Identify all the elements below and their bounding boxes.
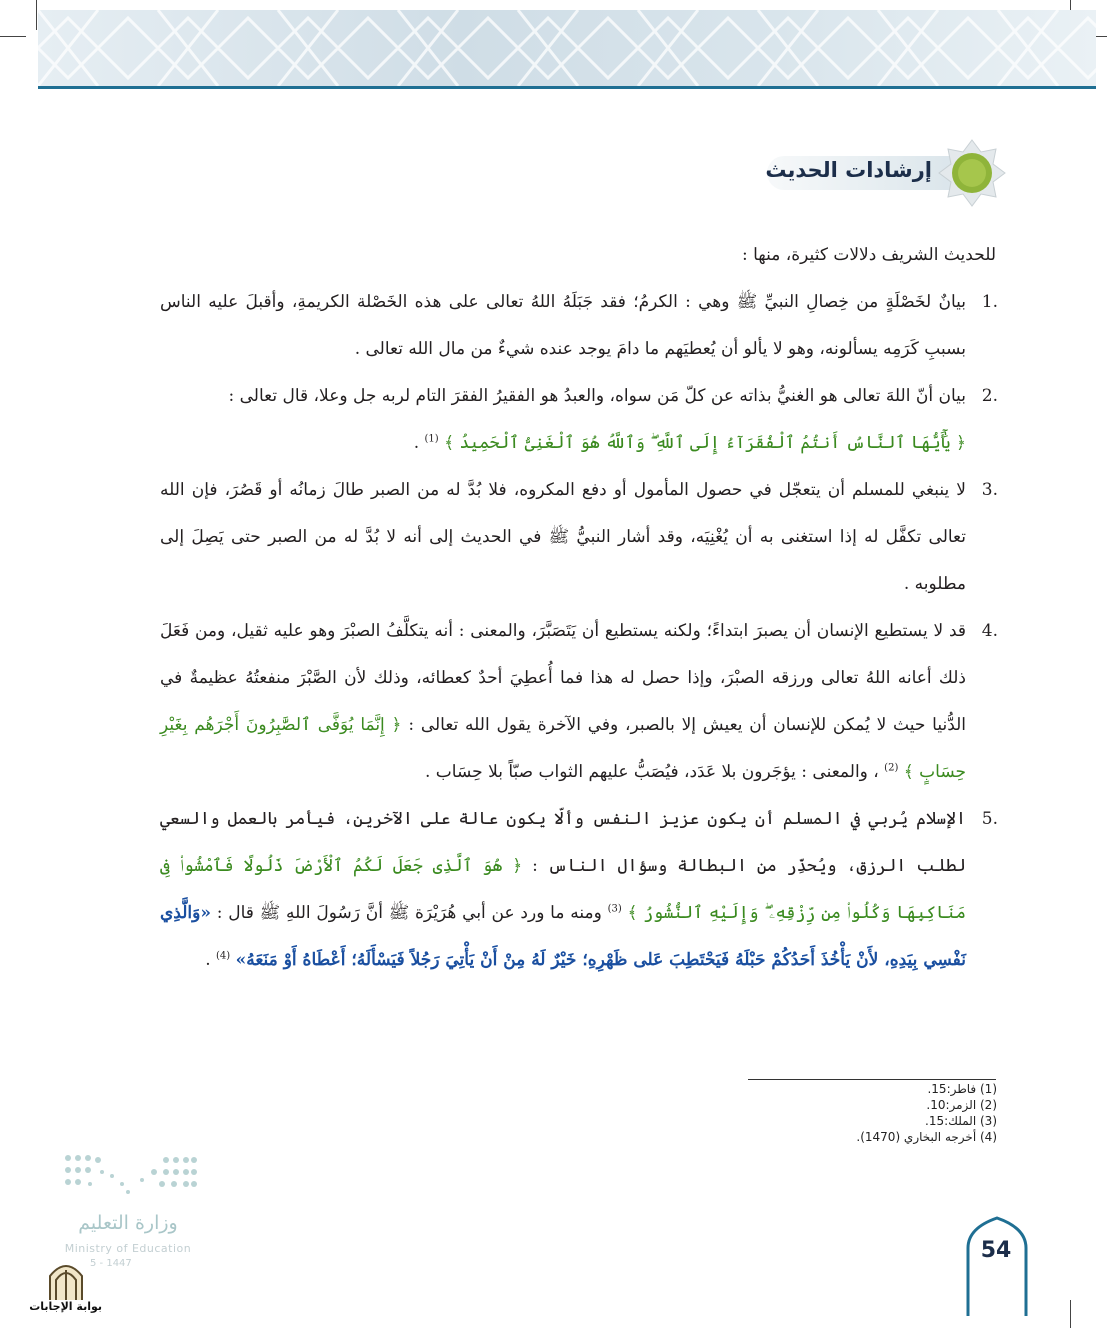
item-number: 3. xyxy=(981,480,998,500)
ministry-name-english: Ministry of Education xyxy=(64,1242,192,1255)
item-text: بيانٌ لخَصْلَةٍ من خِصالِ النبيِّ ﷺ وهي : الكرمُ؛ فقد جَبَلَهُ اللهُ تعالى على هذه الخَصْلة الكريمةِ، وأقبلَ عليه الناس بسببِ كَرَمِه يسألونه، وهو لا يألو أن يُعطيَهم ما دامَ يوجد عنده شيءٌ من مال الله تعالى . xyxy=(160,292,967,359)
item-number: 2. xyxy=(981,386,998,406)
watermark-logo xyxy=(30,1256,102,1320)
item-number: 4. xyxy=(981,621,998,641)
item-text-continued: ومنه ما ورد عن أبي هُرَيْرَة ﷺ أنَّ رَسُولَ اللهِ ﷺ قال : xyxy=(210,903,602,923)
page-tab-shape-icon xyxy=(964,1216,1030,1316)
header-banner xyxy=(38,10,1096,86)
geometric-pattern-icon xyxy=(38,10,1096,86)
footnotes xyxy=(697,1081,997,1145)
quran-verse: ﴿ هُوَ ٱلَّذِى جَعَلَ لَكُمُ ٱلْأَرْضَ ذَلُولًا فَٱمْشُوا۟ فِى مَنَاكِبِهَا وَكُلُوا۟ مِن رِّزْقِهِۦ ۖ وَإِلَيْهِ ٱلنُّشُورُ ﴾ xyxy=(160,856,967,923)
list-item xyxy=(160,467,998,608)
gate-icon xyxy=(30,1256,102,1302)
ministry-logo xyxy=(60,1150,200,1270)
list-item xyxy=(160,796,998,984)
item-text: بيان أنّ اللهَ تعالى هو الغنيُّ بذاته عن كلّ مَن سواه، والعبدُ هو الفقيرُ الفقرَ التام لربه جل وعلا، قال تعالى : xyxy=(228,386,966,406)
item-text: الإسلام يُربي في المسلم أن يكون عزيز النفس وألّا يكون عالة على الآخرين، فيأمر بالعمل والسعي لطلب الرزق، ويُحذِّر من البطالة وسؤال الناس : xyxy=(160,809,966,876)
section-title: إرشادات الحديث xyxy=(765,158,932,182)
footnote: (3) الملك:15. xyxy=(925,1114,997,1128)
ministry-dots-icon xyxy=(62,1150,198,1198)
footnote: (2) الزمر:10. xyxy=(926,1098,997,1112)
hadith-quote: «وَالَّذِي نَفْسِي بِيَدِهِ، لأَنْ يَأْخُذَ أَحَدُكُمْ حَبْلَهُ فَيَحْتَطِبَ عَلى ظَهْرِهِ؛ خَيْرٌ لَهُ مِنْ أَنْ يَأْتِيَ رَجُلاً فَيَسْأَلَهُ؛ أَعْطَاهُ أَوْ مَنَعَهُ» xyxy=(160,903,966,970)
crop-mark xyxy=(0,36,26,37)
crop-mark xyxy=(36,0,37,30)
item-number: 5. xyxy=(981,809,998,829)
intro-text: للحديث الشريف دلالات كثيرة، منها : xyxy=(742,245,996,265)
item-number: 1. xyxy=(981,292,998,312)
quran-verse: ﴿ إِنَّمَا يُوَفَّى ٱلصَّٰبِرُونَ أَجْرَهُم بِغَيْرِ حِسَابٍ ﴾ xyxy=(160,715,966,782)
item-tail: . xyxy=(205,950,211,970)
watermark-text: بوابة الإجابات xyxy=(29,1300,102,1313)
item-tail: ، والمعنى : يؤجَرون بلا عَدَد، فيُصَبُّ عليهم الثواب صبّاً بلا حِسَاب . xyxy=(425,762,879,782)
footnote-ref: (1) xyxy=(424,433,439,445)
footnote: (1) فاطر:15. xyxy=(927,1082,997,1096)
lesson-body xyxy=(160,232,998,984)
list-item xyxy=(160,279,998,373)
quran-verse: ﴿ يَٰٓأَيُّهَا ٱلنَّاسُ أَنتُمُ ٱلْفُقَرَآءُ إِلَى ٱللَّهِ ۖ وَٱللَّهُ هُوَ ٱلْغَنِىُّ ٱلْحَمِيدُ ﴾ xyxy=(444,433,966,453)
ministry-year: 5 - 1447 xyxy=(90,1258,132,1269)
footnote-ref: (2) xyxy=(884,762,899,774)
item-tail: . xyxy=(413,433,420,453)
ministry-name-arabic: وزارة التعليم xyxy=(78,1212,178,1234)
footnote-ref: (4) xyxy=(216,950,231,962)
footnote: (4) أخرجه البخاري (1470). xyxy=(856,1130,997,1144)
item-text: لا ينبغي للمسلم أن يتعجّل في حصول المأمول أو دفع المكروه، فلا بُدَّ له من الصبر طالَ زمانُه أو قَصُرَ، فإن الله تعالى تكفَّل له إذا استغنى به أن يُغْنِيَه، وقد أشار النبيُّ ﷺ في الحديث إلى أنه لا بُدَّ له من الصبر حتى يَصِلَ إلى مطلوبه . xyxy=(160,480,966,594)
crop-mark xyxy=(1070,1300,1071,1328)
list-item xyxy=(160,608,998,796)
footnote-ref: (3) xyxy=(607,903,622,915)
footnote-rule xyxy=(748,1079,996,1080)
section-heading xyxy=(767,138,1007,208)
page-number-tab xyxy=(964,1216,1030,1316)
list-item xyxy=(160,373,998,467)
octagram-star-icon xyxy=(937,138,1007,208)
item-text: قد لا يستطيع الإنسان أن يصبرَ ابتداءً؛ ولكنه يستطيع أن يَتَصَبَّرَ، والمعنى : أنه يتكلَّفُ الصبْرَ وهو عليه ثقيل، ومن فَعَلَ ذلك أعانه اللهُ تعالى ورزقه الصبْرَ، وإذا حصل له هذا فما أُعطِيَ أحدٌ كعطائه، وذلك لأن الصَّبْرَ منفعتُهُ عظيمةٌ في الدُّنيا حيث لا يُمكن للإنسان أن يعيش إلا بالصبر، وفي الآخرة يقول الله تعالى : xyxy=(160,621,967,735)
header-rule xyxy=(38,86,1096,89)
page-number: 54 xyxy=(980,1238,1012,1263)
